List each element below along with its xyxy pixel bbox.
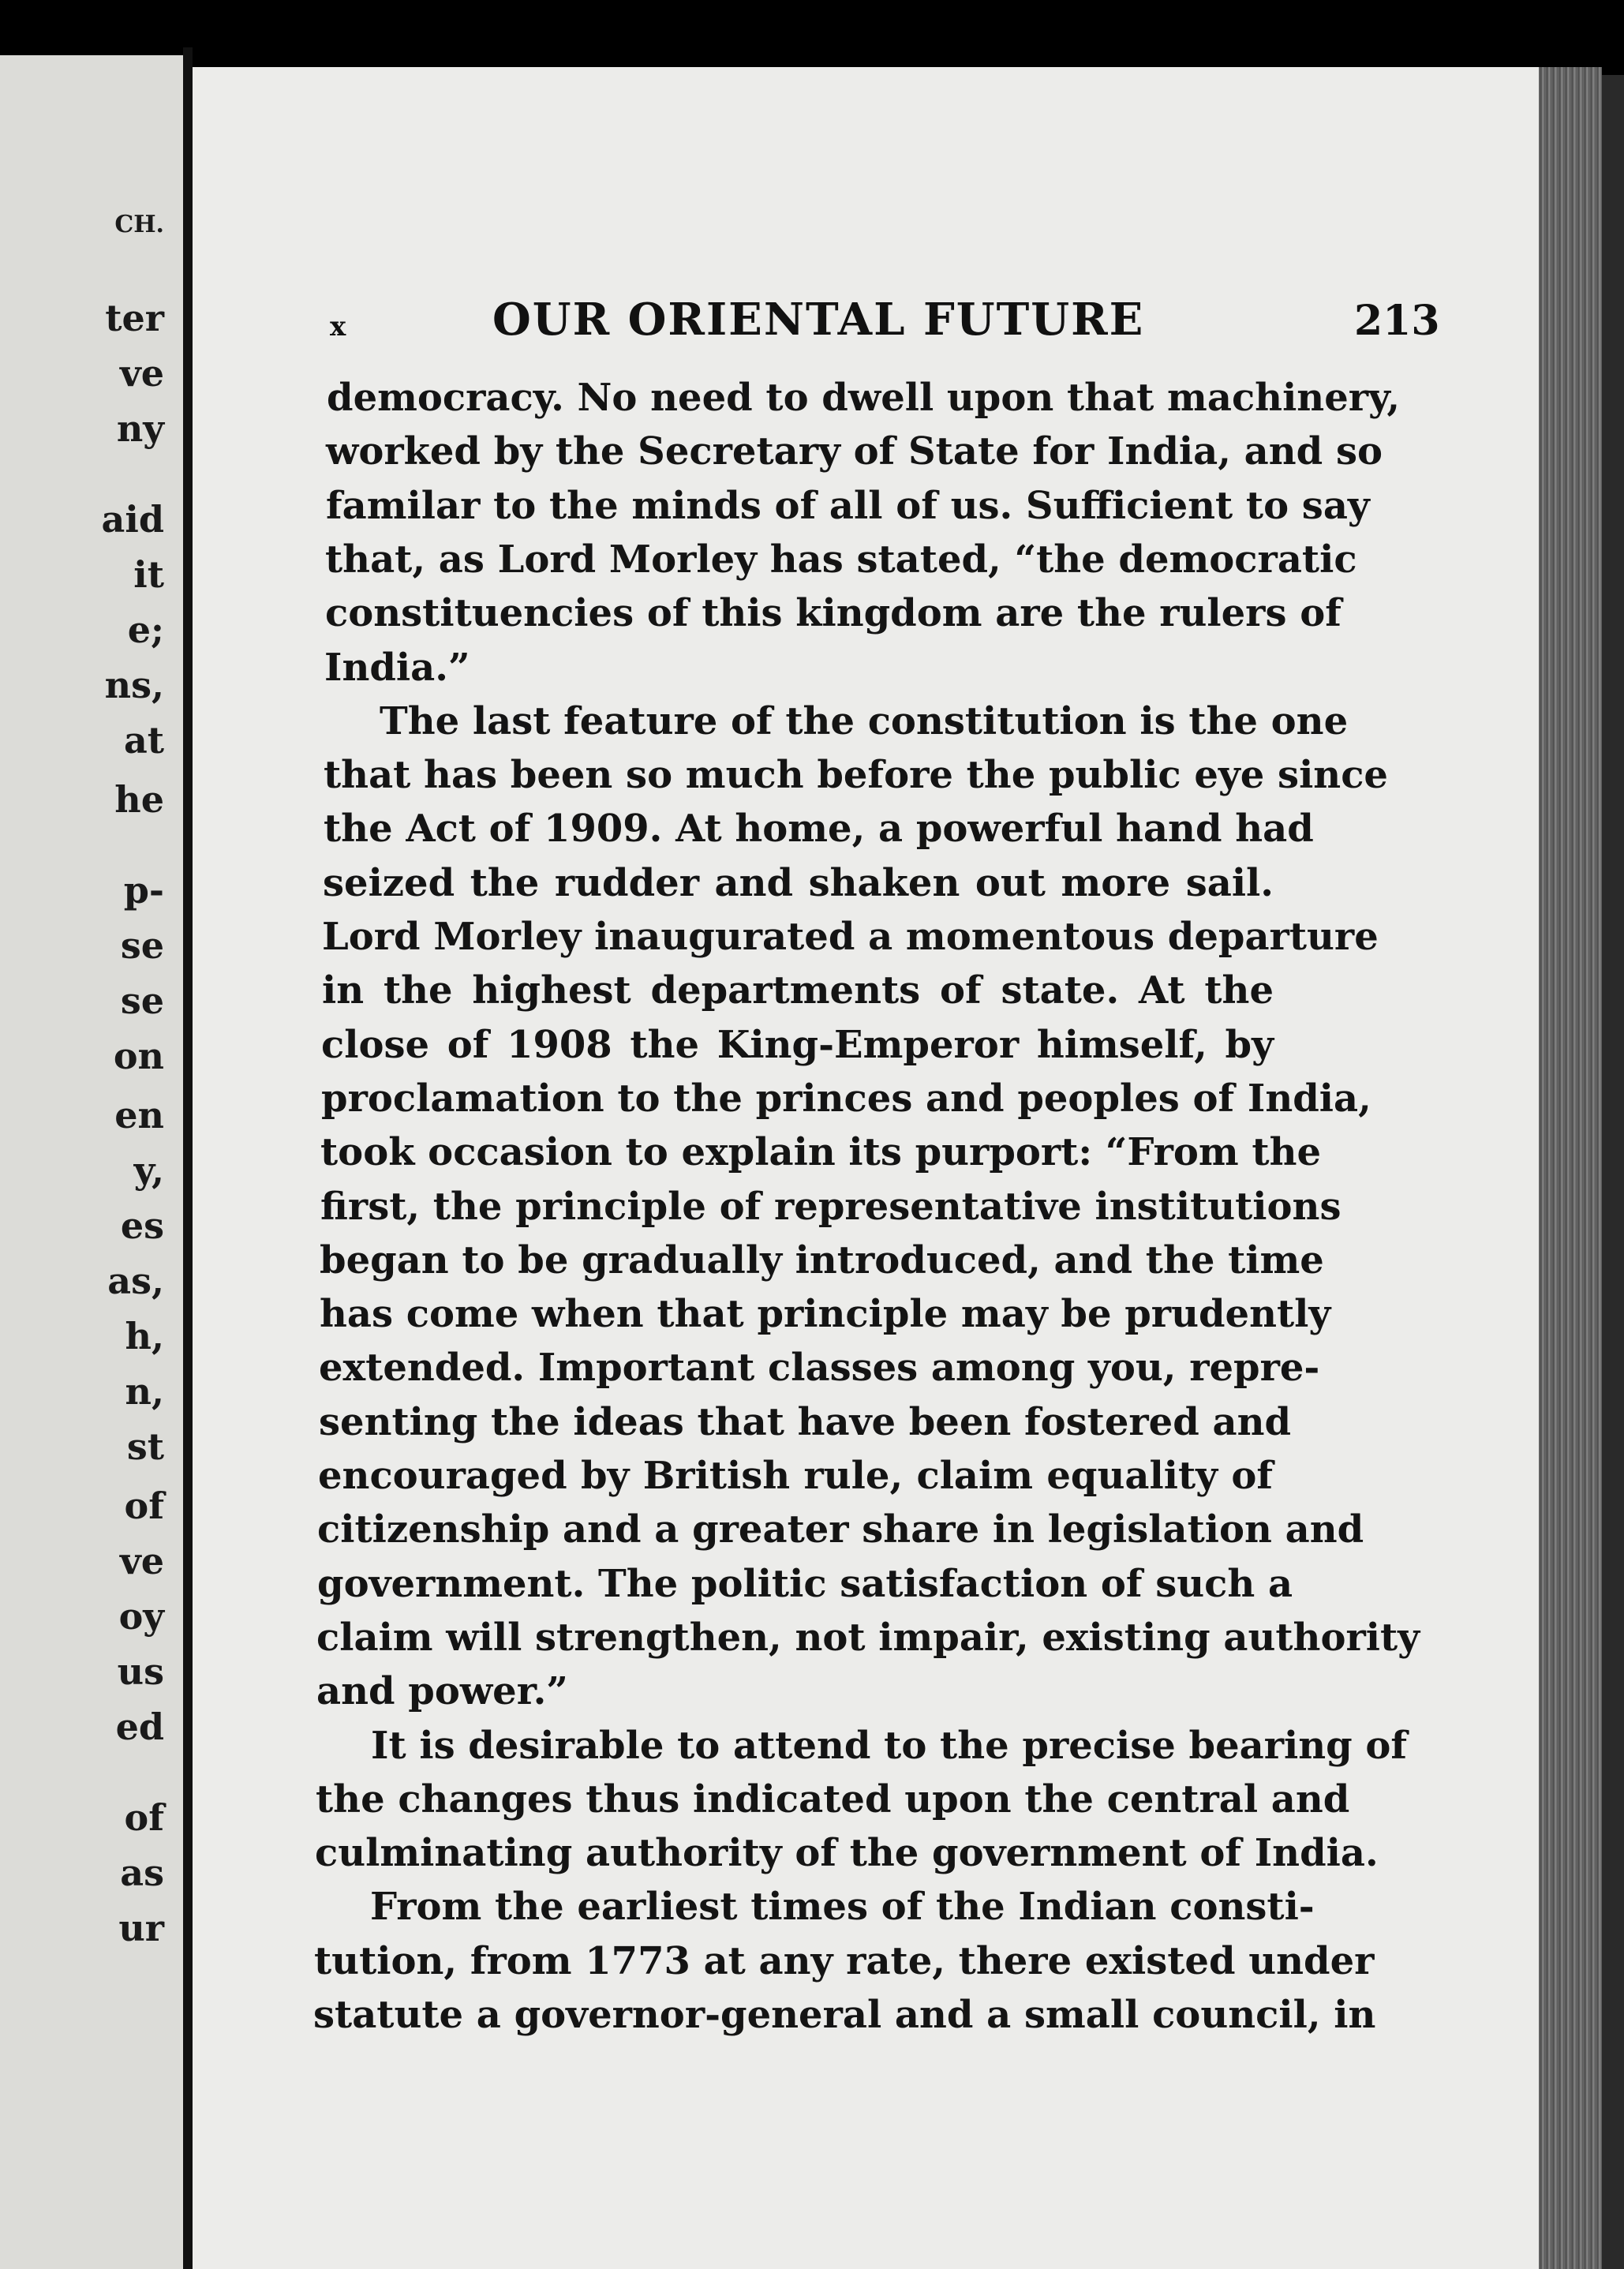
facing-page-fragment: se xyxy=(120,979,164,1022)
text-line: statute a governor-general and a small council, in xyxy=(313,1993,1376,2037)
text-line: constituencies of this kingdom are the rulers of xyxy=(325,591,1341,635)
text-line: senting the ideas that have been fostered and xyxy=(319,1400,1292,1444)
facing-page-fragment: n, xyxy=(125,1370,164,1413)
text-line: in the highest departments of state. At the xyxy=(322,968,1274,1013)
chapter-number: x xyxy=(330,311,346,343)
text-line: From the earliest times of the Indian consti- xyxy=(370,1885,1315,1929)
page-edges xyxy=(1539,67,1602,2269)
facing-page-fragment: us xyxy=(117,1650,164,1693)
text-line: took occasion to explain its purport: “From the xyxy=(320,1130,1322,1174)
text-line: that has been so much before the public eye since xyxy=(324,753,1388,797)
facing-page-fragment: ny xyxy=(116,407,164,450)
text-line: familar to the minds of all of us. Sufficient to say xyxy=(326,484,1370,528)
running-title: OUR ORIENTAL FUTURE xyxy=(492,294,1145,346)
text-line: citizenship and a greater share in legislation and xyxy=(317,1507,1364,1552)
text-line: claim will strengthen, not impair, existing authority xyxy=(316,1616,1420,1660)
facing-page-fragment: on xyxy=(113,1035,164,1077)
text-line: the changes thus indicated upon the central and xyxy=(316,1777,1350,1822)
text-line: the Act of 1909. At home, a powerful hand had xyxy=(324,807,1314,851)
facing-page-fragment: as, xyxy=(107,1260,164,1302)
text-line: government. The politic satisfaction of such a xyxy=(317,1562,1293,1606)
text-line: that, as Lord Morley has stated, “the democratic xyxy=(325,537,1357,582)
facing-page-fragment: ter xyxy=(105,297,164,339)
facing-page-fragment: ve xyxy=(120,1540,164,1582)
text-line: proclamation to the princes and peoples of India, xyxy=(321,1076,1371,1121)
text-line: India.” xyxy=(324,646,470,690)
running-head xyxy=(193,294,1539,349)
facing-page-fragment: of xyxy=(124,1485,164,1527)
text-line: worked by the Secretary of State for India, and so xyxy=(326,429,1383,474)
text-line: It is desirable to attend to the precise bearing of xyxy=(371,1724,1408,1768)
facing-page-fragment: he xyxy=(114,778,164,821)
text-line: began to be gradually introduced, and the time xyxy=(320,1238,1324,1282)
text-line: Lord Morley inaugurated a momentous departure xyxy=(322,915,1379,959)
book-page xyxy=(193,67,1539,2269)
facing-page-fragment: st xyxy=(126,1425,164,1468)
book-gutter xyxy=(183,47,193,2269)
text-line: tution, from 1773 at any rate, there existed under xyxy=(314,1939,1375,1983)
facing-page-fragment: es xyxy=(120,1204,164,1247)
facing-page-fragment: ed xyxy=(115,1705,164,1748)
facing-page-fragment: aid xyxy=(101,498,164,541)
facing-page-fragment: CH. xyxy=(114,211,164,238)
facing-page-fragment: h, xyxy=(125,1315,164,1357)
text-line: seized the rudder and shaken out more sail. xyxy=(323,861,1274,905)
facing-page-fragment: ve xyxy=(120,352,164,395)
facing-page-strip xyxy=(0,55,183,2269)
book-cover-edge xyxy=(1602,75,1624,2269)
facing-page-fragment: e; xyxy=(127,608,164,651)
text-line: culminating authority of the government of India. xyxy=(315,1831,1379,1875)
page-number: 213 xyxy=(1354,297,1440,345)
text-line: and power.” xyxy=(316,1669,568,1713)
text-line: The last feature of the constitution is the one xyxy=(380,699,1349,743)
facing-page-fragment: y, xyxy=(133,1149,164,1192)
facing-page-fragment: p- xyxy=(123,869,164,912)
text-line: democracy. No need to dwell upon that machinery, xyxy=(327,376,1401,420)
facing-page-fragment: ns, xyxy=(104,664,164,706)
text-line: first, the principle of representative institutions xyxy=(320,1185,1341,1229)
facing-page-fragment: at xyxy=(123,719,164,762)
text-line: has come when that principle may be prudently xyxy=(320,1292,1331,1336)
facing-page-fragment: oy xyxy=(118,1595,164,1638)
facing-page-fragment: of xyxy=(124,1796,164,1839)
facing-page-fragment: se xyxy=(120,924,164,967)
text-line: close of 1908 the King-Emperor himself, by xyxy=(321,1023,1274,1067)
facing-page-fragment: en xyxy=(114,1094,164,1136)
text-line: extended. Important classes among you, repre- xyxy=(319,1346,1320,1390)
facing-page-fragment: ur xyxy=(118,1907,164,1949)
facing-page-fragment: it xyxy=(133,553,164,596)
text-line: encouraged by British rule, claim equality of xyxy=(318,1454,1273,1498)
facing-page-fragment: as xyxy=(120,1852,164,1894)
